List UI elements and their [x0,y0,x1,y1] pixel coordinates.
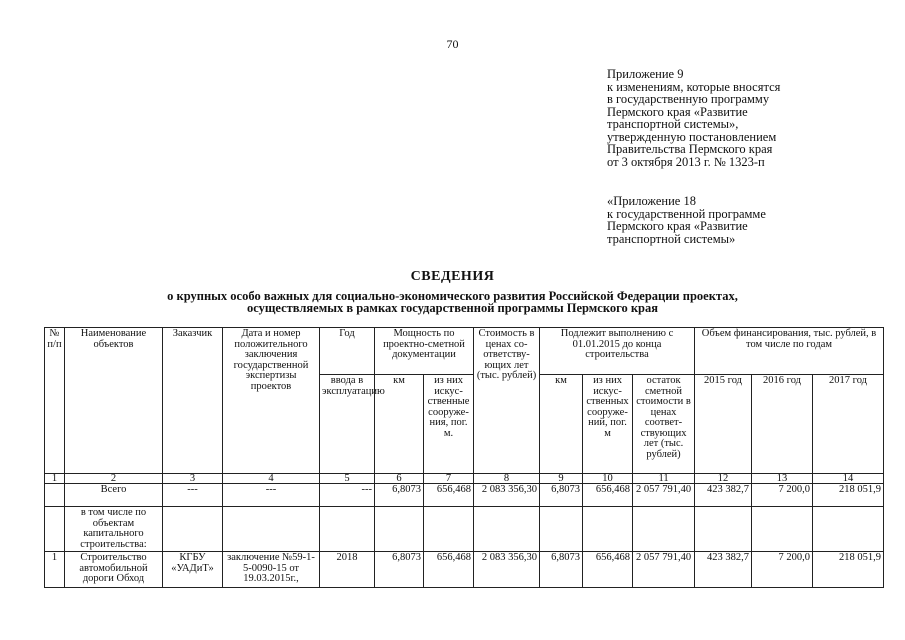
cell-sub-km: 6,8073 [540,484,583,507]
header-2015: 2015 год [695,375,752,474]
projects-table [44,327,884,588]
header-name: Наименование объектов [65,328,163,474]
cell-2015 [695,507,752,552]
cell-customer: КГБУ «УАДиТ» [163,552,223,588]
cell-km: 6,8073 [375,484,424,507]
column-number: 3 [163,474,223,484]
cell-cost: 2 083 356,30 [474,484,540,507]
appendix-9-line: Правительства Пермского края [607,142,773,156]
header-subject-art: из них искус-ственных сооруже-ний, пог. м [583,375,633,474]
column-number: 9 [540,474,583,484]
cell-art [424,507,474,552]
cell-sub-km: 6,8073 [540,552,583,588]
cell-num [45,507,65,552]
cell-year: 2018 [320,552,375,588]
header-finance: Объем финансирования, тыс. рублей, в том числе по годам [695,328,884,375]
appendix-9-line: транспортной системы», [607,117,739,131]
appendix-18-line: к государственной программе [607,206,766,221]
header-subject-km: км [540,375,583,474]
column-number: 14 [813,474,884,484]
column-number: 7 [424,474,474,484]
cell-name: Строительство автомобильной дороги Обход [65,552,163,588]
cell-rest: 2 057 791,40 [633,484,695,507]
cell-num [45,484,65,507]
column-number: 11 [633,474,695,484]
header-capacity-km: км [375,375,424,474]
header-capacity: Мощность по проектно-сметной документации [375,328,474,375]
column-number: 12 [695,474,752,484]
header-subject-rest: остаток сметной стоимости в ценах соответ-ствующих лет (тыс. рублей) [633,375,695,474]
appendix-18-block [607,195,887,245]
cell-art: 656,468 [424,484,474,507]
cell-art: 656,468 [424,552,474,588]
header-capacity-art: из них искус-ственные сооруже-ния, пог. м. [424,375,474,474]
header-2016: 2016 год [752,375,813,474]
header-cost: Стоимость в ценах со-ответству-ющих лет (тыс. рублей) [474,328,540,474]
cell-rest: 2 057 791,40 [633,552,695,588]
cell-2015: 423 382,7 [695,484,752,507]
column-number: 4 [223,474,320,484]
cell-sub-km [540,507,583,552]
cell-sub-art [583,507,633,552]
cell-year [320,507,375,552]
column-numbers-row [45,474,884,484]
header-num: № п/п [45,328,65,474]
cell-rest [633,507,695,552]
cell-expertise [223,507,320,552]
cell-sub-art: 656,468 [583,552,633,588]
cell-2017: 218 051,9 [813,552,884,588]
column-number: 6 [375,474,424,484]
header-year: Год [320,328,375,375]
appendix-9-line: Приложение 9 [607,67,684,81]
header-row-1 [45,328,884,375]
header-subject: Подлежит выполнению с 01.01.2015 до конца строительства [540,328,695,375]
header-2017: 2017 год [813,375,884,474]
appendix-9-block [607,68,887,168]
column-number: 10 [583,474,633,484]
appendix-9-line: к изменениям, которые вносятся [607,79,781,94]
column-number: 5 [320,474,375,484]
cell-cost [474,507,540,552]
appendix-9-line: утвержденную постановлением [607,129,777,144]
cell-km [375,507,424,552]
document-subtitle-line-1: о крупных особо важных для социально-экономического развития Российской Федерации проектах, [167,289,738,303]
document-title: СВЕДЕНИЯ [410,269,495,284]
appendix-9-line: в государственную программу [607,92,770,106]
appendix-18-line: Пермского края «Развитие [607,219,748,233]
column-number: 8 [474,474,540,484]
cell-2016 [752,507,813,552]
column-number: 13 [752,474,813,484]
cell-2016: 7 200,0 [752,552,813,588]
cell-2016: 7 200,0 [752,484,813,507]
cell-2015: 423 382,7 [695,552,752,588]
table-row-total [45,484,884,507]
header-expertise: Дата и номер положительного заключения государственной экспертизы проектов [223,328,320,474]
appendix-9-line: от 3 октября 2013 г. № 1323-п [607,154,765,169]
table-row-subheading [45,507,884,552]
cell-expertise: --- [223,484,320,507]
cell-cost: 2 083 356,30 [474,552,540,588]
appendix-18-line: транспортной системы» [607,231,736,246]
cell-customer: --- [163,484,223,507]
cell-2017: 218 051,9 [813,484,884,507]
header-year-sub: ввода в эксплуатацию [320,375,375,474]
appendix-18-line: «Приложение 18 [607,194,696,208]
cell-expertise: заключение №59-1-5-0090-15 от 19.03.2015г., [223,552,320,588]
column-number: 1 [45,474,65,484]
cell-name: в том числе по объектам капитального строительства: [65,507,163,552]
cell-km: 6,8073 [375,552,424,588]
document-subtitle-line-2: осуществляемых в рамках государственной программы Пермского края [246,301,659,315]
cell-year: --- [320,484,375,507]
column-number: 2 [65,474,163,484]
header-customer: Заказчик [163,328,223,474]
cell-name: Всего [65,484,163,507]
page-number: 70 [446,37,459,51]
cell-sub-art: 656,468 [583,484,633,507]
cell-customer [163,507,223,552]
cell-num: 1 [45,552,65,588]
table-row-project [45,552,884,588]
appendix-9-line: Пермского края «Развитие [607,104,748,119]
cell-2017 [813,507,884,552]
